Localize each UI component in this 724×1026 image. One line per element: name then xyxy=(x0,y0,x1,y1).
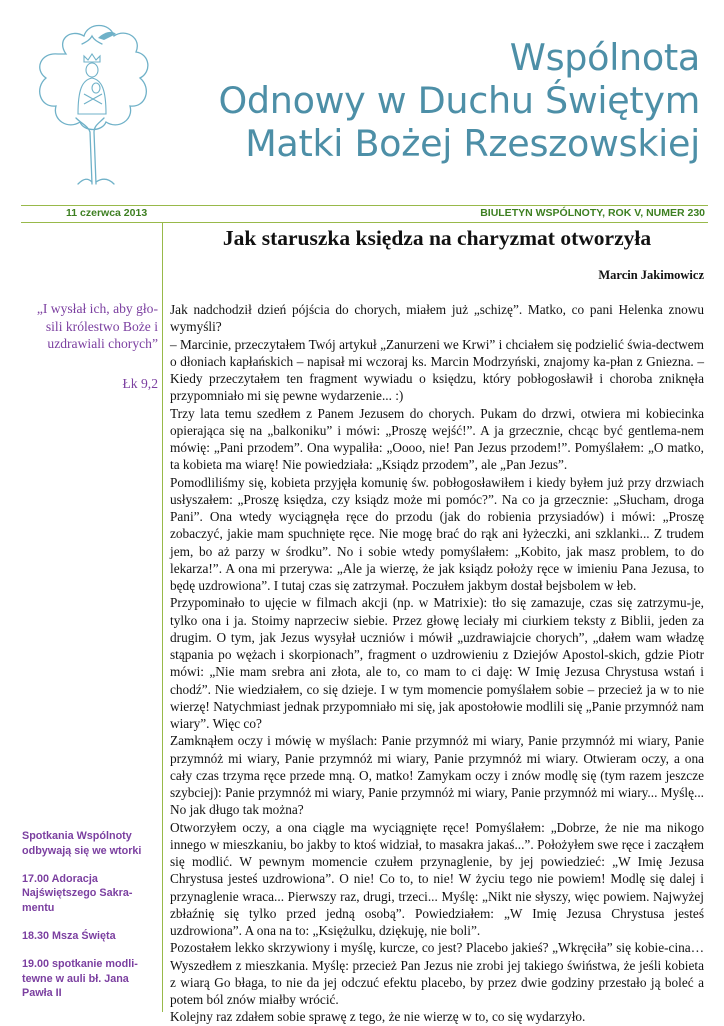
article-paragraph: – Marcinie, przeczytałem Twój artykuł „Zanurzeni we Krwi” i chciałem się podzielić świa-dectwem o dłoniach kapłańskich – napisał mi wczoraj ks. Marcin Modrzyński, znajomy ka-płan z Gniezna. – Kiedy przeczytałem ten fragment wywiadu o księdzu, który pobłogosławił i choroba zniknęła przypomniało mi się pewne wydarzenie... :) xyxy=(170,336,704,404)
schedule-item: 17.00 Adoracja Najświętszego Sakra-mentu xyxy=(22,872,133,915)
newsletter-title xyxy=(160,36,700,165)
article-paragraph: Jak nadchodził dzień pójścia do chorych, miałem już „schizę”. Matko, co pani Helenka znowu wymyśli? xyxy=(170,302,704,335)
schedule-item: Spotkania Wspólnoty odbywają się we wtorki xyxy=(22,830,142,857)
meeting-schedule xyxy=(22,829,158,1014)
article-paragraph: Kolejny raz zdałem sobie sprawę z tego, że nie wierzę w to, co się wydarzyło. xyxy=(170,1009,586,1025)
article-author: Marcin Jakimowicz xyxy=(598,268,704,282)
community-logo-tree xyxy=(18,14,168,189)
schedule-item: 19.00 spotkanie modli-tewne w auli bł. Jana Pawła II xyxy=(22,957,138,1000)
quote-text: „I wysłał ich, aby gło-sili królestwo Boże i uzdrawiali chorych” xyxy=(36,301,158,351)
issue-number: BIULETYN WSPÓLNOTY, ROK V, NUMER 230 xyxy=(480,207,705,219)
article-paragraph: Trzy lata temu szedłem z Panem Jezusem do chorych. Pukam do drzwi, otwiera mi kobiecinka opierająca się na „balkoniku” i mówi: „Proszę wejść!”. A ja grzecznie, chcąc być gentlema-nem mówię: „Pani przodem”. Ona wypaliła: „Oooo, nie! Pan Jezus przodem!”. Pomyślałem: „O matko, ta kobieta ma wiarę! Nie powiedziała: „Ksiądz przodem”, ale „Pan Jezus”. xyxy=(170,405,704,473)
schedule-item: 18.30 Msza Święta xyxy=(22,929,116,942)
article-paragraph: Pomodliliśmy się, kobieta przyjęła komunię św. pobłogosławiłem i kiedy byłem już przy drzwiach usłyszałem: „Proszę księdza, czy ksiądz może mi pomóc?”. Na co ja grzecznie: „Słucham, droga Pani”. Ona wtedy wyciągnęła ręce do przodu (jak do robienia przysiadów) i mówi: „Proszę zobaczyć, jakie mam spuchnięte ręce. Nie mogę brać do rąk ani łyżeczki, ani szklanki... Z trudem jem, bo aż parzy w środku”. No i sobie wtedy pomyślałem: „Kobito, jak masz problem, to do lekarza!”. A ona mi przerywa: „Ale ja wierzę, że jak ksiądz położy ręce w imieniu Pana Jezusa, to będę uzdrowiona”. I tutaj czas się zatrzymał. Poczułem jakbym dostał bejsbolem w łeb. xyxy=(170,474,704,593)
sidebar-quote xyxy=(22,300,158,392)
title-line-1: Wspólnota xyxy=(509,36,700,79)
article-paragraph: Pozostałem lekko skrzywiony i myślę, kurcze, co jest? Placebo jakieś? „Wkręciła” się kobie-cina… Wyszedłem z mieszkania. Myślę: przecież Pan Jezus nie zrobi jej takiego świństwa, że jeśli kobieta z wiarą Go błaga, to nie da jej odczuć efektu placebo, by przez dwie godziny przestało ją boleć a potem ból znów miałby wrócić. xyxy=(170,940,704,1007)
quote-reference: Łk 9,2 xyxy=(122,375,158,391)
title-line-3: Matki Bożej Rzeszowskiej xyxy=(245,122,700,165)
issue-bar xyxy=(21,205,708,223)
column-divider xyxy=(162,222,163,1012)
issue-date: 11 czerwca 2013 xyxy=(66,207,148,219)
article-title: Jak staruszka księdza na charyzmat otworzyła xyxy=(222,226,652,250)
article-paragraph: Otworzyłem oczy, a ona ciągle ma wyciągnięte ręce! Pomyślałem: „Dobrze, że nie ma nikogo innego w mieszkaniu, bo jakby to ktoś widział, to masakra jakaś...”. Położyłem swe ręce i zacząłem się modlić. W pewnym momencie czułem przynaglenie, by jej powiedzieć: „W Imię Jezusa Chrystusa jesteś uzdrowiona”. O nie! Co to, to nie! W życiu tego nie powiem! Modlę się dalej i przynaglenie wraca... Pierwszy raz, drugi, trzeci... Myślę: „Nikt nie słyszy, więc powiem. Najwyżej zbłaźnię się tylko przed jedną osobą”. Powiedziałem: „W Imię Jezusa Chrystusa jesteś uzdrowiona”. A ona na to: „Księżulku, dziękuję, nie boli”. xyxy=(170,819,704,938)
article-body xyxy=(170,301,704,1026)
article-paragraph: Przypominało to ujęcie w filmach akcji (np. w Matrixie): tło się zamazuje, czas się zatrzymu-je, tylko ona i ja. Stoimy naprzeciw siebie. Przez głowę leciały mi ciurkiem teksty z Biblii, jeden za drugim. O tym, jak Jezus wysyłał uczniów i mówił „uzdrawiajcie chorych”, „dałem wam władzę stąpania po wężach i skorpionach”, fragment o uzdrowieniu z Dziejów Apostol-skich, gdzie Piotr mówi: „Nie mam srebra ani złota, ale to, co mam to ci daję: W Imię Jezusa Chrystusa wstań i chodź”. Nie wiedziałem, co się dzieje. I w tym momencie pomyślałem sobie – przecież ja w to nie wierzę! Natychmiast jednak przypomniało mi się, jak apostołowie modlili się „Panie przymnóż nam wiary”. Więc co? xyxy=(170,595,704,731)
title-line-2: Odnowy w Duchu Świętym xyxy=(218,79,700,122)
article-paragraph: Zamknąłem oczy i mówię w myślach: Panie przymnóż mi wiary, Panie przymnóż mi wiary, Panie przymnóż mi wiary, Panie przymnóż mi wiary, Panie przymnóż mi wiary. Otwieram oczy, a ona cały czas trzyma ręce przede mną. O, matko! Zamykam oczy i znów modlę się (tym razem jeszcze szybciej): Panie przymnóż mi wiary, Panie przymnóż mi wiary, Panie przymnóż mi wiary... Myślę... No jak długo tak można? xyxy=(170,733,704,818)
